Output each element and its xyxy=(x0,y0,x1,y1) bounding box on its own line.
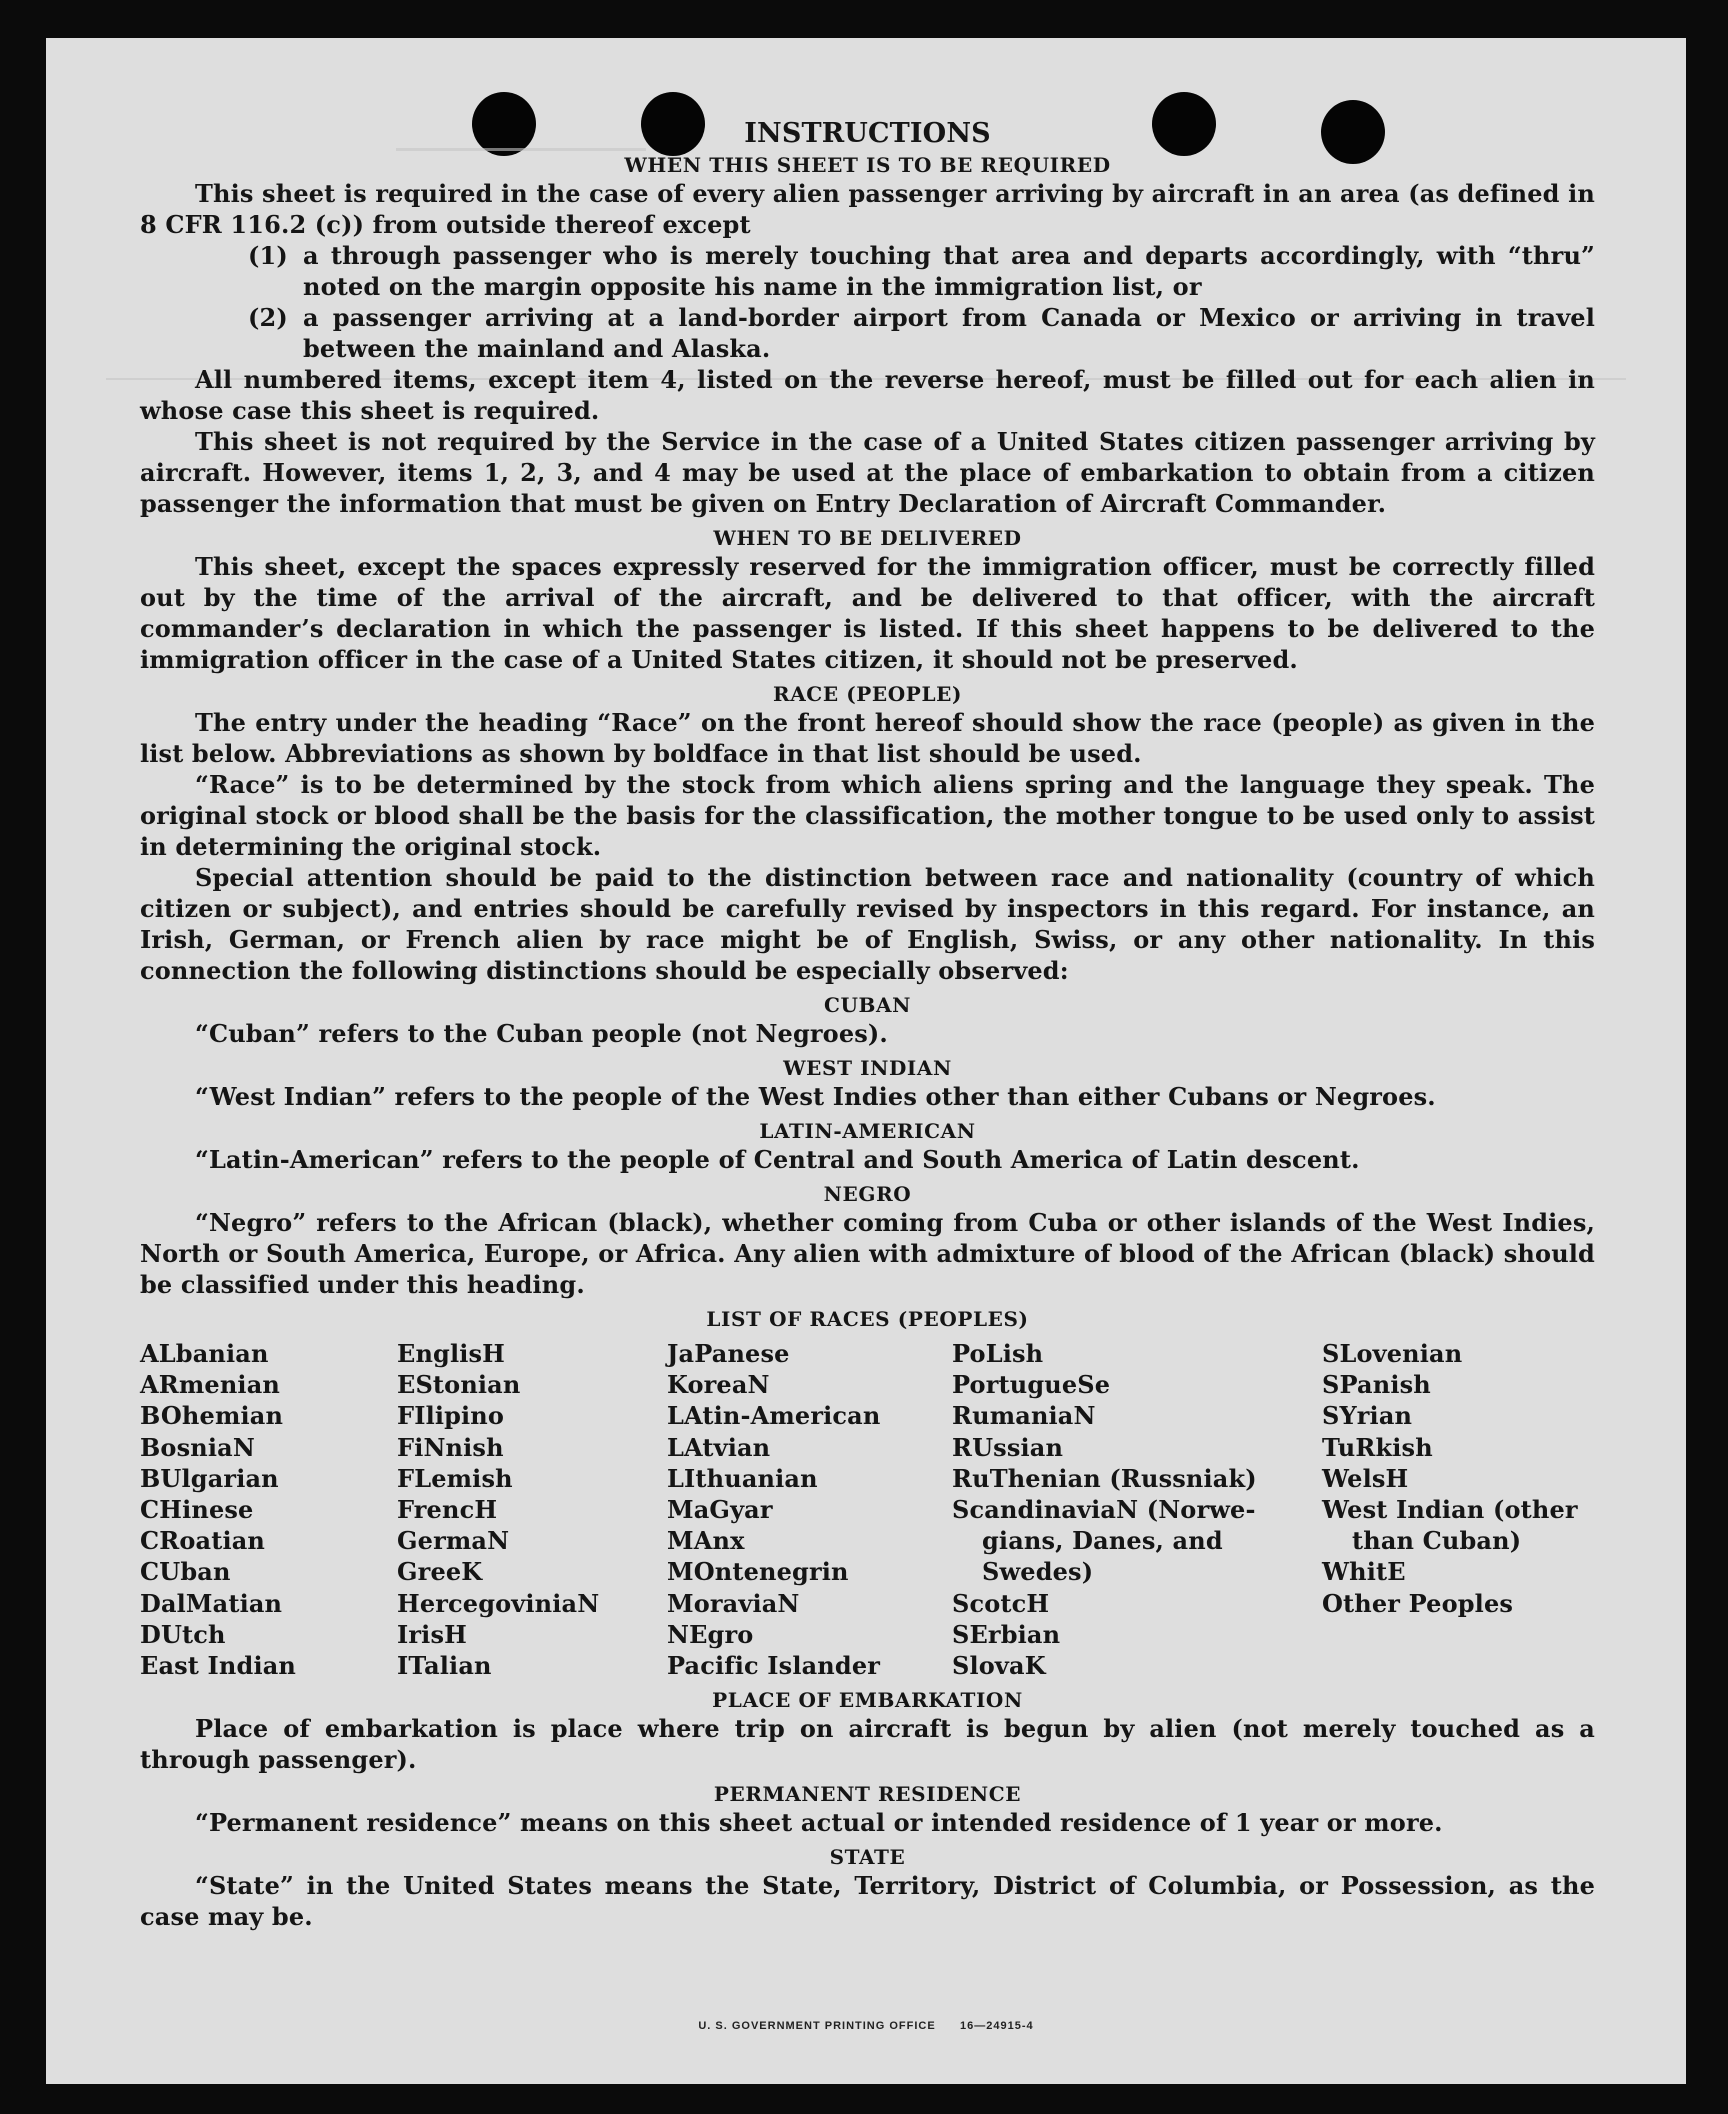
race-list-item: ScandinaviaN (Norwe- xyxy=(952,1495,1256,1525)
race-list-item: ARmenian xyxy=(140,1370,280,1400)
race-list-item: FiNnish xyxy=(397,1432,504,1462)
definition-west-indian: “West Indian” refers to the people of the West Indies other than either Cubans or Negroes. xyxy=(195,1082,1436,1111)
section-heading-west-indian: WEST INDIAN xyxy=(783,1056,952,1080)
exception-item-number: (1) xyxy=(248,241,288,270)
race-list-item: than Cuban) xyxy=(1352,1526,1522,1556)
exception-item-text: a through passenger who is merely touching that area and departs accordingly, with “thru” noted on the margin opposite his name in the immigration list, or xyxy=(303,241,1595,301)
section-heading-required: WHEN THIS SHEET IS TO BE REQUIRED xyxy=(624,153,1111,177)
section-heading-cuban: CUBAN xyxy=(823,993,912,1017)
race-column-2 xyxy=(397,1338,667,1681)
race-list-item: KoreaN xyxy=(667,1370,770,1400)
race-list-item: SLovenian xyxy=(1322,1339,1463,1368)
race-list-item: IrisH xyxy=(397,1619,467,1649)
race-list-item: BosniaN xyxy=(140,1432,255,1462)
section-heading-latin-american: LATIN-AMERICAN xyxy=(759,1119,976,1143)
race-list-item: CRoatian xyxy=(140,1526,266,1556)
race-list-item: Pacific Islander xyxy=(667,1651,881,1681)
race-list-item: BOhemian xyxy=(140,1401,284,1431)
instructions-content xyxy=(140,114,1595,1932)
race-list-item: MOntenegrin xyxy=(667,1557,849,1587)
race-list-item: SPanish xyxy=(1322,1370,1431,1400)
section-heading-embarkation: PLACE OF EMBARKATION xyxy=(712,1688,1023,1713)
race-list-item: RUssian xyxy=(952,1432,1064,1462)
race-list-item: CUban xyxy=(140,1557,231,1587)
race-list-item: gians, Danes, and xyxy=(982,1526,1223,1556)
intro-paragraph-3: This sheet is not required by the Service in the case of a United States citizen passenger arriving by aircraft. However, items 1, 2, 3, and 4 may be used at the place of embarkation to obtain from a citizen passenger the information that must be given on Entry Declaration of Aircraft Commander. xyxy=(140,427,1595,518)
definition-negro: “Negro” refers to the African (black), whether coming from Cuba or other islands of the West Indies, North or South America, Europe, or Africa. Any alien with admixture of blood of the African (black) should be classified under this heading. xyxy=(140,1208,1595,1299)
exception-item-1 xyxy=(140,240,1595,302)
section-heading-residence: PERMANENT RESIDENCE xyxy=(713,1782,1022,1807)
race-list-item: WhitE xyxy=(1322,1557,1406,1587)
race-list-item: TuRkish xyxy=(1322,1432,1433,1462)
race-list-item: DUtch xyxy=(140,1619,226,1649)
race-list-item: SYrian xyxy=(1322,1401,1413,1431)
form-code: 16—24915-4 xyxy=(960,2020,1034,2032)
race-list-item: MaGyar xyxy=(667,1495,773,1525)
race-paragraph-1: The entry under the heading “Race” on the front hereof should show the race (people) as given in the list below. Abbreviations as shown by boldface in that list should be used. xyxy=(140,708,1595,768)
exception-item-number: (2) xyxy=(248,303,288,332)
section-heading-list-of-races: LIST OF RACES (PEOPLES) xyxy=(706,1307,1029,1331)
race-list-item: PoLish xyxy=(952,1339,1044,1368)
race-list-item: West Indian (other xyxy=(1322,1495,1578,1525)
race-list-item: ALbanian xyxy=(140,1339,269,1368)
exception-item-text: a passenger arriving at a land-border airport from Canada or Mexico or arriving in travel between the mainland and Alaska. xyxy=(303,303,1595,363)
race-list-item: RumaniaN xyxy=(952,1401,1096,1431)
race-column-5 xyxy=(1322,1338,1595,1681)
race-list-item: BUlgarian xyxy=(140,1463,279,1493)
race-list-item: NEgro xyxy=(667,1619,754,1649)
race-list-item: EStonian xyxy=(397,1370,521,1400)
race-list-item: LAtvian xyxy=(667,1432,771,1462)
race-list-item: MAnx xyxy=(667,1526,745,1556)
definition-latin-american: “Latin-American” refers to the people of Central and South America of Latin descent. xyxy=(195,1145,1360,1174)
race-list-item: LAtin-American xyxy=(667,1401,881,1431)
race-list-item: CHinese xyxy=(140,1495,254,1525)
race-list-item: DalMatian xyxy=(140,1588,283,1618)
race-list-item: FrencH xyxy=(397,1495,498,1525)
race-column-4 xyxy=(952,1338,1322,1681)
exception-item-2 xyxy=(140,302,1595,364)
race-paragraph-2: “Race” is to be determined by the stock from which aliens spring and the language they speak. The original stock or blood shall be the basis for the classification, the mother tongue to be used only to assist in determining the original stock. xyxy=(140,770,1595,861)
race-list-item: LIthuanian xyxy=(667,1463,818,1493)
race-list-item: SErbian xyxy=(952,1619,1061,1649)
race-list-item: EnglisH xyxy=(397,1339,505,1368)
embarkation-paragraph: Place of embarkation is place where trip on aircraft is begun by alien (not merely touched as a through passenger). xyxy=(140,1714,1595,1775)
race-list-item: SlovaK xyxy=(952,1651,1046,1681)
race-list-item: GermaN xyxy=(397,1526,510,1556)
race-list-item: Other Peoples xyxy=(1322,1588,1514,1618)
race-list-item: East Indian xyxy=(140,1651,297,1681)
race-list-item: MoraviaN xyxy=(667,1588,800,1618)
document-title: INSTRUCTIONS xyxy=(744,118,991,149)
section-heading-negro: NEGRO xyxy=(823,1182,912,1206)
definition-cuban: “Cuban” refers to the Cuban people (not Negroes). xyxy=(195,1019,888,1048)
race-list-item: HercegoviniaN xyxy=(397,1588,600,1618)
race-list-item: RuThenian (Russniak) xyxy=(952,1463,1257,1493)
delivered-paragraph: This sheet, except the spaces expressly reserved for the immigration officer, must be correctly filled out by the time of the arrival of the aircraft, and be delivered to that officer, with the aircraft commander’s declaration in which the passenger is listed. If this sheet happens to be delivered to the immigration officer in the case of a United States citizen, it should not be preserved. xyxy=(140,552,1595,674)
race-list-item: JaPanese xyxy=(667,1339,790,1368)
race-list-item: GreeK xyxy=(397,1557,483,1587)
intro-paragraph-1: This sheet is required in the case of every alien passenger arriving by aircraft in an area (as defined in 8 CFR 116.2 (c)) from outside thereof except xyxy=(140,179,1595,239)
intro-paragraph-2: All numbered items, except item 4, listed on the reverse hereof, must be filled out for each alien in whose case this sheet is required. xyxy=(140,365,1595,425)
section-heading-race: RACE (PEOPLE) xyxy=(772,682,963,706)
printer-imprint xyxy=(46,2020,1686,2032)
race-list-item: FLemish xyxy=(397,1463,513,1493)
race-list-item: WelsH xyxy=(1322,1463,1409,1493)
section-heading-delivered: WHEN TO BE DELIVERED xyxy=(713,526,1022,550)
race-list xyxy=(140,1338,1595,1681)
state-paragraph: “State” in the United States means the State, Territory, District of Columbia, or Possession, as the case may be. xyxy=(140,1871,1595,1932)
race-list-item: ITalian xyxy=(397,1651,492,1681)
race-list-item: Swedes) xyxy=(982,1557,1094,1587)
race-list-item: FIlipino xyxy=(397,1401,505,1431)
race-list-item: ScotcH xyxy=(952,1588,1050,1618)
residence-paragraph: “Permanent residence” means on this sheet actual or intended residence of 1 year or more. xyxy=(195,1808,1443,1838)
section-heading-state: STATE xyxy=(829,1845,906,1870)
printer-name: U. S. GOVERNMENT PRINTING OFFICE xyxy=(698,2020,936,2032)
document-sheet xyxy=(46,38,1686,2084)
race-column-3 xyxy=(667,1338,952,1681)
race-column-1 xyxy=(140,1338,397,1681)
race-list-item: PortugueSe xyxy=(952,1370,1111,1400)
race-paragraph-3: Special attention should be paid to the distinction between race and nationality (country of which citizen or subject), and entries should be carefully revised by inspectors in this regard. For instance, an Irish, German, or French alien by race might be of English, Swiss, or any other nationality. In this connection the following distinctions should be especially observed: xyxy=(140,863,1595,985)
